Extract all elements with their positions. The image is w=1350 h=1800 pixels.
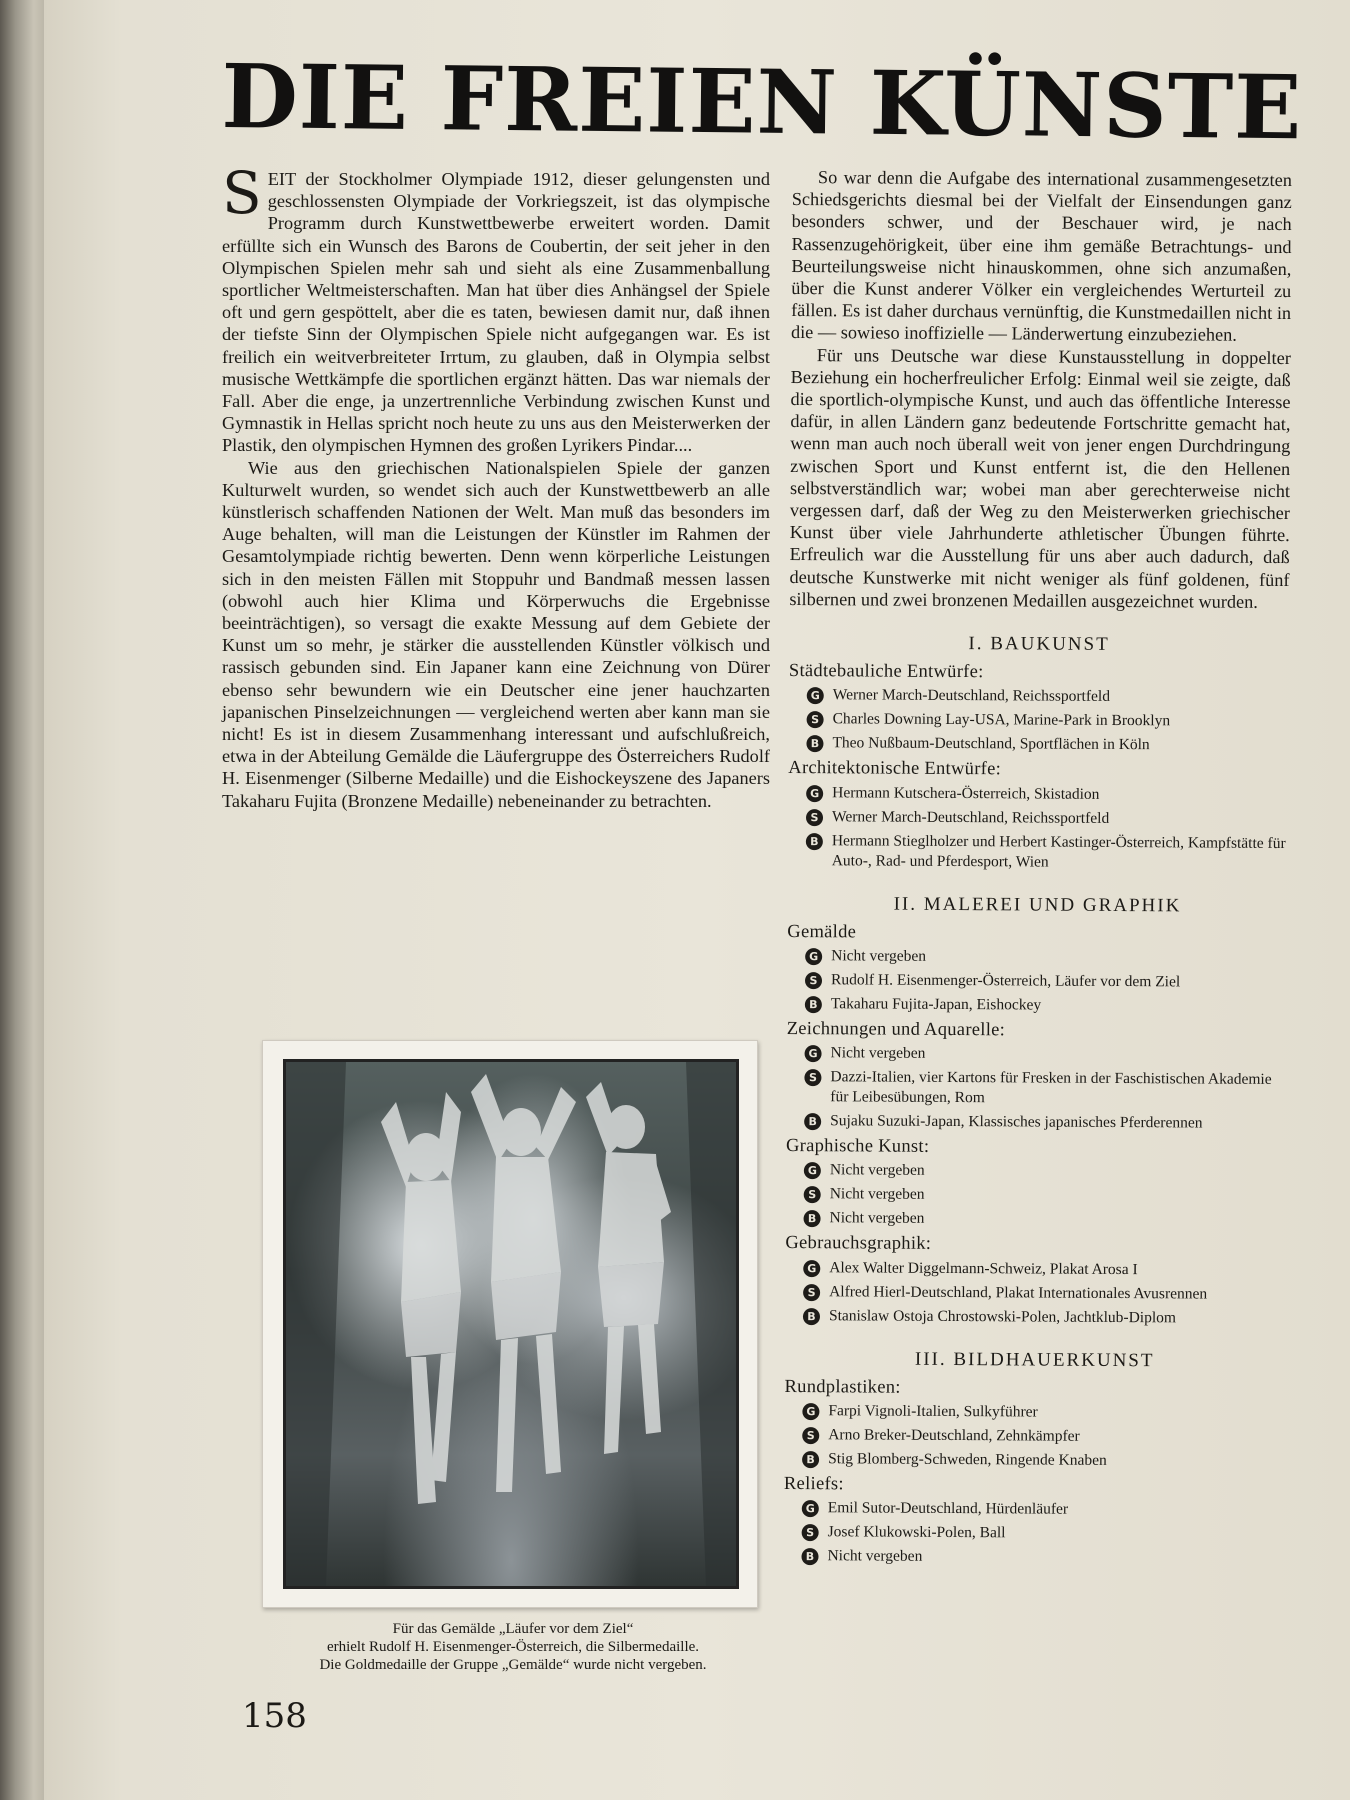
award-text: Emil Sutor-Deutschland, Hürdenläufer — [827, 1499, 1069, 1519]
award-entry — [802, 1522, 1284, 1545]
award-entry — [806, 783, 1288, 806]
award-entry — [804, 1067, 1286, 1110]
award-entry — [804, 1111, 1286, 1134]
bronze-medal-icon: B — [801, 1548, 818, 1565]
section-heading: III. BILDHAUERKUNST — [914, 1348, 1155, 1371]
award-entry — [804, 1161, 1286, 1184]
section-heading: II. MALEREI UND GRAPHIK — [893, 893, 1182, 917]
award-entry — [802, 1401, 1284, 1424]
silver-medal-icon: S — [802, 1524, 819, 1541]
intro-paragraph-text: EIT der Stockholmer Olympiade 1912, dieser gelungensten und geschlossensten Olympiade der Vorkriegszeit, ist das olympische Programm durch Kunstwettbewerbe erweitert worden. Damit erfüllte sich ein Wunsch des Barons de Coubertin, der seit jeher in den Olympischen Spielen mehr sah und sieht als eine Zusammenballung sportlicher Weltmeisterschaften. Man hat über dies Anhängsel der Spiele oft und gern gespöttelt, aber die es taten, bewiesen damit nur, daß ihnen der tiefste Sinn der Olympischen Spiele nicht aufgegangen war. Es ist freilich ein weitverbreiteter Irrtum, zu glauben, daß in Olympia selbst musische Wettkämpfe die sportlichen ergänzt hätten. Das war niemals der Fall. Aber die enge, ja unzertrennliche Verbindung zwischen Kunst und Gymnastik in Hellas spricht noch heute zu uns aus den Meisterwerken der Plastik, den olympischen Hymnen des großen Lyrikers Pindar.... — [222, 169, 770, 456]
section-heading: I. BAUKUNST — [968, 633, 1110, 656]
bronze-medal-icon: B — [805, 996, 822, 1013]
drop-cap: S — [222, 159, 262, 227]
body-paragraph: So war denn die Aufgabe des international zusammengesetzten Schiedsgerichts diesmal bei der Vielfalt der Einsendungen ganz besonders schwer, und der Beschauer wird, je nach Rassenzugehörigkeit, über eine ihm gemäße Betrachtungs- und Beurteilungsweise nicht hinauskommen, ohne sich anzumaßen, über die Kunst anderer Völker ein vergleichendes Werturteil zu fällen. Es ist daher durchaus vernünftig, die Kunstmedaillen nicht in die — sowieso inoffizielle — Länderwertung einzubeziehen. — [790, 167, 1292, 346]
award-entry — [807, 686, 1289, 709]
silver-medal-icon: S — [802, 1427, 819, 1444]
gold-medal-icon: G — [805, 948, 822, 965]
runners-illustration — [286, 1062, 736, 1586]
award-entry — [802, 1498, 1284, 1521]
award-entry — [803, 1282, 1285, 1305]
category-heading: Architektonische Entwürfe: — [788, 758, 1002, 780]
award-entry — [805, 1043, 1287, 1066]
gold-medal-icon: G — [806, 785, 823, 802]
award-text: Stanislaw Ostoja Chrostowski-Polen, Jachtklub-Diplom — [828, 1306, 1177, 1327]
category-heading: Städtebauliche Entwürfe: — [788, 661, 984, 683]
silver-medal-icon: S — [804, 1069, 821, 1086]
award-text: Rudolf H. Eisenmenger-Österreich, Läufer vor dem Ziel — [830, 971, 1181, 991]
award-text: Josef Klukowski-Polen, Ball — [827, 1523, 1006, 1542]
award-text: Arno Breker-Deutschland, Zehnkämpfer — [828, 1426, 1080, 1445]
award-text: Hermann Stieglholzer und Herbert Kastinger-Österreich, Kampfstätte für Auto-, Rad- und Pferdesport, Wien — [831, 831, 1286, 871]
caption-line: Für das Gemälde „Läufer vor dem Ziel“ — [392, 1621, 634, 1637]
award-text: Werner March-Deutschland, Reichssportfeld — [832, 686, 1111, 706]
bronze-medal-icon: B — [806, 833, 823, 850]
award-entry — [805, 994, 1287, 1017]
award-text: Nicht vergeben — [829, 1185, 925, 1204]
award-text: Sujaku Suzuki-Japan, Klassisches japanisches Pferderennen — [830, 1112, 1203, 1132]
award-text: Theo Nußbaum-Deutschland, Sportflächen in Köln — [832, 734, 1150, 754]
gold-medal-icon: G — [802, 1500, 819, 1517]
award-entry — [802, 1449, 1284, 1472]
bronze-medal-icon: B — [803, 1308, 820, 1325]
bronze-medal-icon: B — [804, 1113, 821, 1130]
award-entry — [804, 1209, 1286, 1232]
figure-caption — [248, 1620, 778, 1674]
gold-medal-icon: G — [804, 1163, 821, 1180]
award-text: Farpi Vignoli-Italien, Sulkyführer — [828, 1402, 1038, 1421]
silver-medal-icon: S — [805, 972, 822, 989]
gold-medal-icon: G — [803, 1260, 820, 1277]
award-list — [783, 632, 1289, 1569]
right-text-column — [783, 166, 1292, 1573]
award-text: Werner March-Deutschland, Reichssportfeld — [831, 807, 1110, 827]
award-entry — [806, 734, 1288, 757]
award-text: Nicht vergeben — [829, 1209, 925, 1228]
silver-medal-icon: S — [804, 1187, 821, 1204]
award-text: Stig Blomberg-Schweden, Ringende Knaben — [828, 1450, 1107, 1470]
award-text: Alfred Hierl-Deutschland, Plakat Internationales Avusrennen — [829, 1282, 1208, 1303]
gold-medal-icon: G — [802, 1403, 819, 1420]
award-text: Nicht vergeben — [831, 947, 927, 965]
award-text: Dazzi-Italien, vier Kartons für Fresken in der Faschistischen Akademie für Leibesübungen, Rom — [830, 1068, 1272, 1107]
award-text: Alex Walter Diggelmann-Schweiz, Plakat Arosa I — [829, 1258, 1138, 1278]
award-entry — [803, 1306, 1285, 1329]
award-entry — [805, 970, 1287, 993]
bronze-medal-icon: B — [806, 736, 823, 753]
body-paragraph: Wie aus den griechischen Nationalspielen Spiele der ganzen Kulturwelt wurden, so wendet sich auch der Kunstwettbewerb an alle künstlerisch schaffenden Nationen der Welt. Man muß das besonders im Auge behalten, will man die Leistungen der Künstler im Rahmen der Gesamtolympiade richtig bewerten. Denn wenn körperliche Leistungen sich in den meisten Fällen mit Stoppuhr und Bandmaß messen lassen (obwohl auch hier Klima und Körperwuchs die Ergebnisse beeinträchtigen), so versagt die exakte Messung auf dem Gebiete der Kunst um so mehr, je stärker die ausstellenden Künstler völkisch und rassisch gebunden sind. Ein Japaner kann eine Zeichnung von Dürer ebenso sehr bewundern wie ein Deutscher eine jener hauchzarten japanischen Pinselzeichnungen — vergleichend werten aber kann man sie nicht! Es ist in diesem Zusammenhang interessant und aufschlußreich, etwa in der Abteilung Gemälde die Läufergruppe des Österreichers Rudolf H. Eisenmenger (Silberne Medaille) und die Eishockeyszene des Japaners Takaharu Fujita (Bronzene Medaille) nebeneinander zu betrachten. — [222, 457, 770, 811]
category-heading: Graphische Kunst: — [785, 1136, 930, 1158]
page-number: 158 — [242, 1696, 307, 1736]
award-entry — [806, 807, 1288, 830]
award-entry — [807, 710, 1289, 733]
silver-medal-icon: S — [807, 712, 824, 729]
gold-medal-icon: G — [805, 1045, 822, 1062]
award-text: Nicht vergeben — [827, 1547, 923, 1566]
category-heading: Zeichnungen und Aquarelle: — [786, 1019, 1006, 1041]
silver-medal-icon: S — [803, 1284, 820, 1301]
left-text-column — [222, 159, 770, 812]
award-entry — [802, 1425, 1284, 1448]
award-entry — [806, 831, 1288, 874]
category-heading: Rundplastiken: — [784, 1376, 901, 1398]
award-entry — [804, 1185, 1286, 1208]
runners-painting-image — [283, 1059, 739, 1589]
award-text: Hermann Kutschera-Österreich, Skistadion — [832, 783, 1100, 803]
category-heading: Reliefs: — [783, 1474, 844, 1495]
category-heading: Gemälde — [787, 921, 857, 943]
photo-mount — [262, 1040, 758, 1608]
caption-line: Die Goldmedaille der Gruppe „Gemälde“ wurde nicht vergeben. — [319, 1657, 707, 1673]
caption-line: erhielt Rudolf H. Eisenmenger-Österreich, die Silbermedaille. — [326, 1639, 700, 1655]
category-heading: Gebrauchsgraphik: — [785, 1233, 932, 1255]
award-text: Nicht vergeben — [829, 1161, 925, 1180]
award-entry — [805, 946, 1287, 969]
award-entry — [801, 1546, 1283, 1569]
body-paragraph: Für uns Deutsche war diese Kunstausstellung in doppelter Beziehung ein hocherfreulicher Erfolg: Einmal weil sie zeigte, daß die sportlich-olympische Kunst, und auch das öffentliche Interesse dafür, in allen Ländern ganz bedeutende Fortschritte gemacht hat, wenn man auch noch überall weit von jener engen Durchdringung zwischen Sport und Kunst entfernt ist, die den Hellenen selbstverständlich war; wobei man aber gerechterweise nicht vergessen darf, daß der Weg zu den Meisterwerken griechischer Kunst über viele Jahrhunderte athletischer Übungen führte. Erfreulich war die Ausstellung für uns aber auch dadurch, daß deutsche Kunstwerke mit nicht weniger als fünf goldenen, fünf silbernen und zwei bronzenen Medaillen ausgezeichnet wurden. — [789, 344, 1291, 612]
award-entry — [803, 1258, 1285, 1281]
bronze-medal-icon: B — [802, 1451, 819, 1468]
page-title: DIE FREIEN KÜNSTE — [220, 44, 1303, 160]
gold-medal-icon: G — [807, 688, 824, 705]
award-text: Nicht vergeben — [830, 1044, 926, 1063]
award-text: Charles Downing Lay-USA, Marine-Park in Brooklyn — [832, 710, 1171, 730]
silver-medal-icon: S — [806, 809, 823, 826]
intro-paragraph — [222, 159, 770, 457]
bronze-medal-icon: B — [804, 1211, 821, 1228]
award-text: Takaharu Fujita-Japan, Eishockey — [830, 995, 1042, 1014]
